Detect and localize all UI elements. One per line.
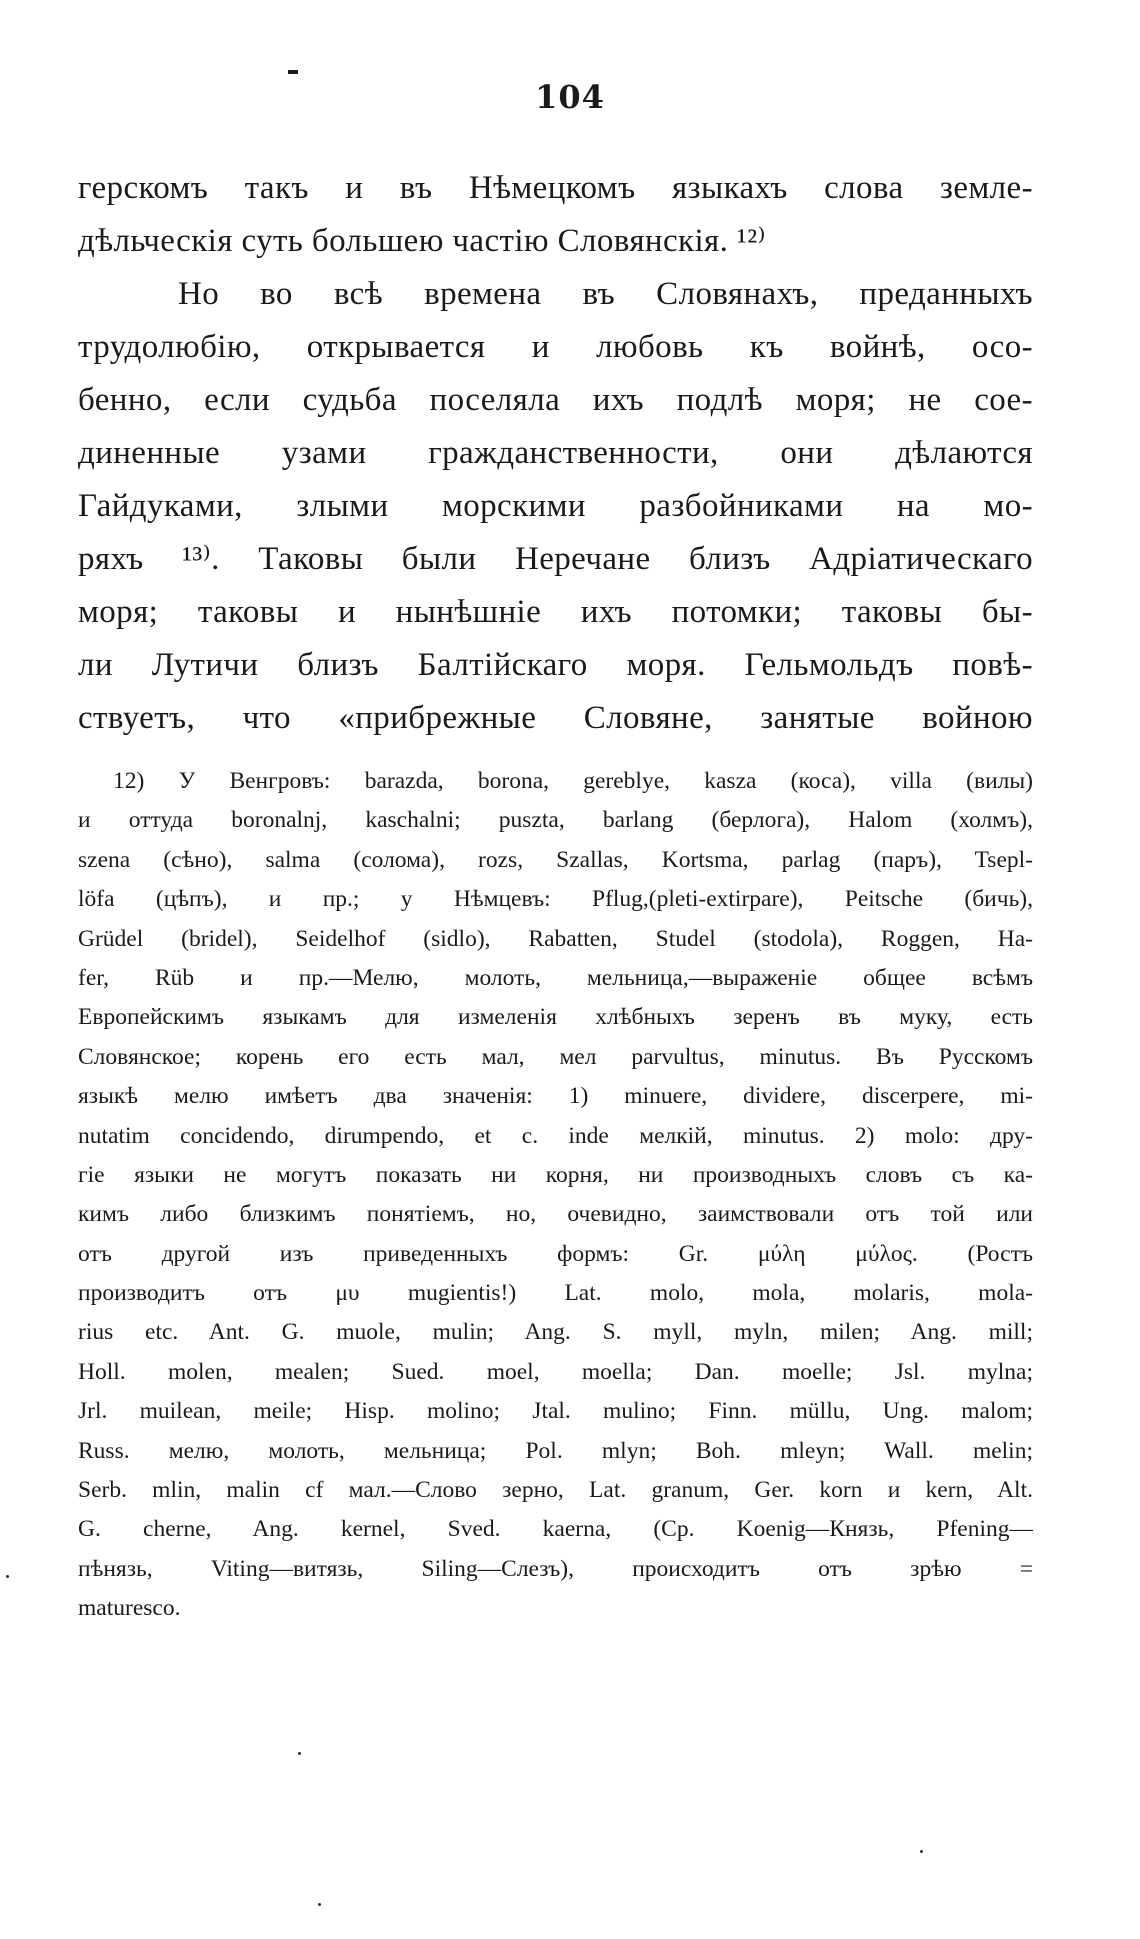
footnote-line: кимъ либо близкимъ понятіемъ, но, очевидно, заимствовали отъ той или [78, 1201, 1033, 1228]
footnote-line: Serb. mlin, malin cf мал.—Слово зерно, Lat. granum, Ger. korn и kern, Alt. [78, 1477, 1033, 1504]
main-text-line: бенно, если судьба поселяла ихъ подлѣ моря; не сое- [78, 382, 1033, 418]
page-number: 104 [535, 78, 605, 116]
footnote-line: maturesco. [78, 1595, 181, 1622]
main-text-line: герскомъ такъ и въ Нѣмецкомъ языкахъ слова земле- [78, 170, 1033, 206]
print-speck [6, 1575, 9, 1578]
footnote-line: и оттуда boronalnj, kaschalni; puszta, barlang (берлога), Halom (холмъ), [78, 807, 1033, 834]
main-text-line: ли Лутичи близъ Балтійскаго моря. Гельмольдъ повѣ- [78, 647, 1033, 683]
footnote-line: fer, Rüb и пр.—Мелю, молоть, мельница,—выраженіе общее всѣмъ [78, 964, 1033, 991]
footnote-line: rius etc. Ant. G. muole, mulin; Ang. S. myll, myln, milen; Ang. mill; [78, 1319, 1033, 1346]
footnote-line: Holl. molen, mealen; Sued. moel, moella; Dan. moelle; Jsl. mylna; [78, 1358, 1033, 1385]
main-text-block [78, 162, 1033, 745]
main-text-line: ствуетъ, что «прибрежные Словяне, занятые войною [78, 700, 1033, 736]
footnote-line: гіе языки не могутъ показать ни корня, ни производныхъ словъ съ ка- [78, 1161, 1033, 1188]
main-text-line: диненные узами гражданственности, они дѣлаются [78, 435, 1033, 471]
print-speck [920, 1850, 923, 1853]
main-text-line: моря; таковы и нынѣшніе ихъ потомки; таковы бы- [78, 594, 1033, 630]
footnote-line: Jrl. muilean, meile; Hisp. molino; Jtal. mulino; Finn. müllu, Ung. malom; [78, 1398, 1033, 1425]
main-text-line: трудолюбію, открывается и любовь къ войнѣ, осо- [78, 329, 1033, 365]
footnote-line: szena (сѣно), salma (солома), rozs, Szallas, Kortsma, parlag (паръ), Tsepl- [78, 846, 1033, 873]
footnote-line: производитъ отъ μυ mugientis!) Lat. molo, mola, molaris, mola- [78, 1280, 1033, 1307]
footnote-line: nutatim concidendo, dirumpendo, et c. inde мелкій, minutus. 2) molo: дру- [78, 1122, 1033, 1149]
main-text-line: Гайдуками, злыми морскими разбойниками на мо- [78, 488, 1033, 524]
footnote-line: языкѣ мелю имѣетъ два значенія: 1) minuere, dividere, discerpere, mi- [78, 1083, 1033, 1110]
footnote-line: Grüdel (bridel), Seidelhof (sidlo), Rabatten, Studel (stodola), Roggen, Ha- [78, 925, 1033, 952]
print-mark [288, 70, 298, 74]
footnotes-block [78, 762, 1033, 1629]
footnote-line: отъ другой изъ приведенныхъ формъ: Gr. μύλη μύλος. (Ростъ [78, 1240, 1033, 1267]
footnote-line: Европейскимъ языкамъ для измеленія хлѣбныхъ зеренъ въ муку, есть [78, 1004, 1033, 1031]
footnote-line: 12) У Венгровъ: barazda, borona, gereblye, kasza (коса), villa (вилы) [113, 768, 1033, 794]
footnote-line: löfa (цѣпъ), и пр.; у Нѣмцевъ: Pflug,(pleti-extirpare), Peitsche (бичь), [78, 886, 1033, 913]
main-text-line: Но во всѣ времена въ Словянахъ, преданныхъ [178, 276, 1033, 312]
print-speck [318, 1903, 321, 1906]
footnote-line: G. cherne, Ang. kernel, Sved. kaerna, (Cp. Koenig—Князь, Pfening— [78, 1516, 1033, 1543]
footnote-line: Russ. мелю, молоть, мельница; Pol. mlyn; Boh. mleyn; Wall. melin; [78, 1437, 1033, 1464]
footnote-line: пѣнязь, Viting—витязь, Siling—Слезъ), происходитъ отъ зрѣю = [78, 1555, 1033, 1582]
main-text-line: ряхъ ¹³⁾. Таковы были Неречане близъ Адріатическаго [78, 541, 1033, 577]
print-speck [298, 1752, 301, 1755]
main-text-line: дѣльческія суть большею частію Словянскія. ¹²⁾ [78, 223, 766, 259]
footnote-line: Словянское; корень его есть мал, мел parvultus, minutus. Въ Русскомъ [78, 1043, 1033, 1070]
